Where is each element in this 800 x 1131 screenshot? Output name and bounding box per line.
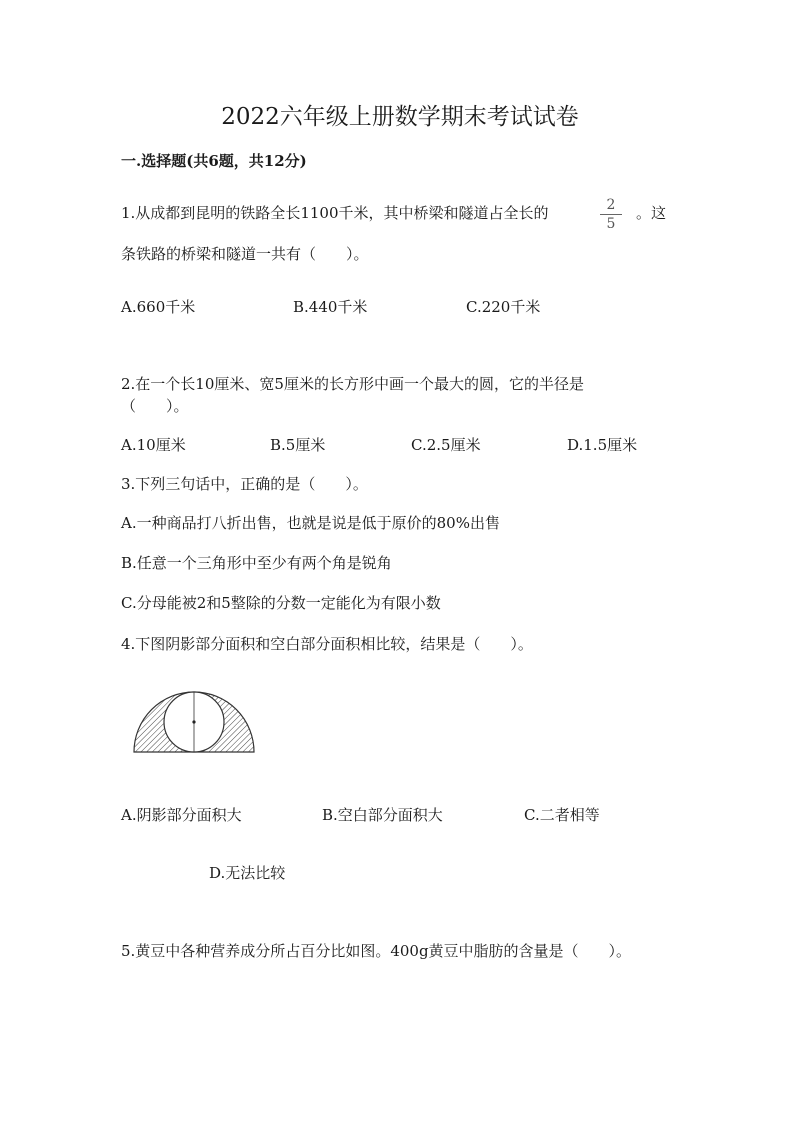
semicircle-figure: [131, 688, 257, 756]
option-2a: A.10厘米: [121, 436, 186, 454]
question-1-text-end: 。这: [636, 204, 667, 222]
question-2-text-line2: （ ）。: [121, 397, 189, 415]
option-2d: D.1.5厘米: [567, 436, 638, 454]
question-3-text: 3.下列三句话中，正确的是（ ）。: [121, 475, 368, 493]
fraction-numerator: 2: [606, 197, 616, 213]
option-1a: A.660千米: [121, 298, 196, 316]
option-3c: C.分母能被2和5整除的分数一定能化为有限小数: [121, 594, 441, 612]
question-2-text: 2.在一个长10厘米、宽5厘米的长方形中画一个最大的圆，它的半径是: [121, 375, 584, 393]
option-2c: C.2.5厘米: [411, 436, 481, 454]
fraction-denominator: 5: [600, 214, 622, 233]
option-3b: B.任意一个三角形中至少有两个角是锐角: [121, 554, 392, 572]
section-heading: 一.选择题(共6题，共12分): [121, 152, 307, 170]
option-1b: B.440千米: [293, 298, 368, 316]
question-1-text: 1.从成都到昆明的铁路全长1100千米，其中桥梁和隧道占全长的: [121, 204, 549, 222]
option-4c: C.二者相等: [524, 806, 600, 824]
option-3a: A.一种商品打八折出售，也就是说是低于原价的80%出售: [121, 514, 500, 532]
question-1-text-line2: 条铁路的桥梁和隧道一共有（ ）。: [121, 245, 369, 263]
option-1c: C.220千米: [466, 298, 541, 316]
option-4d: D.无法比较: [209, 864, 286, 882]
fraction-two-fifths: [600, 196, 622, 233]
question-5-text: 5.黄豆中各种营养成分所占百分比如图。400g黄豆中脂肪的含量是（ ）。: [121, 942, 632, 960]
option-4b: B.空白部分面积大: [322, 806, 443, 824]
question-4-text: 4.下图阴影部分面积和空白部分面积相比较，结果是（ ）。: [121, 635, 533, 653]
option-2b: B.5厘米: [270, 436, 326, 454]
center-dot: [192, 720, 195, 723]
page-title: 2022六年级上册数学期末考试试卷: [221, 104, 579, 130]
option-4a: A.阴影部分面积大: [121, 806, 242, 824]
